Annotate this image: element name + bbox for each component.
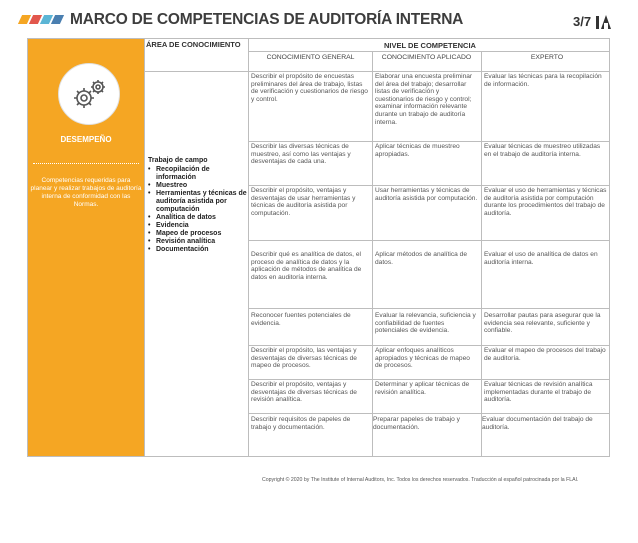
area-header: ÁREA DE CONOCIMIENTO	[146, 40, 241, 49]
table-cell-applied: Elaborar una encuesta preliminar del área del trabajo; desarrollar listas de verificación y cuestionarios de riesgo y control; examinar información relevante durante un trabajo de auditoría interna.	[375, 73, 473, 126]
table-cell-expert: Evaluar el uso de herramientas y técnicas de auditoría asistida por computación durante los procedimientos del trabajo de auditoría.	[484, 187, 607, 217]
page-title: MARCO DE COMPETENCIAS DE AUDITORÍA INTERNA	[70, 11, 464, 28]
table-cell-general: Describir el propósito, ventajas y desventajas de usar herramientas y técnicas de auditoría asistida por computación.	[251, 187, 356, 217]
divider	[248, 141, 610, 142]
divider	[481, 52, 482, 456]
column-header-expert: EXPERTO	[530, 54, 564, 61]
divider	[144, 71, 610, 72]
divider	[372, 52, 373, 456]
list-item: • Analítica de datos	[148, 214, 216, 221]
page-header	[0, 0, 638, 34]
table-cell-expert: Evaluar el mapeo de procesos del trabajo de auditoría.	[484, 347, 606, 362]
table-cell-expert: Evaluar técnicas de muestreo utilizadas en el trabajo de auditoría interna.	[484, 143, 601, 158]
list-item: • Herramientas y técnicas de auditoría asistida por computación	[148, 190, 247, 213]
list-item: • Recopilación de información	[148, 166, 210, 181]
sidebar-title: DESEMPEÑO	[60, 135, 112, 144]
table-cell-expert: Evaluar las técnicas para la recopilación de información.	[484, 73, 602, 88]
table-cell-applied: Evaluar la relevancia, suficiencia y confiabilidad de fuentes potenciales de evidencia.	[375, 312, 476, 335]
divider	[248, 345, 610, 346]
table-cell-applied: Usar herramientas y técnicas de auditoría asistida por computación.	[375, 187, 478, 202]
table-cell-general: Describir qué es analítica de datos, el proceso de analítica de datos y la aplicación de métodos de analítica de datos en auditoría interna.	[251, 251, 362, 281]
table-cell-applied: Aplicar enfoques analíticos apropiados y técnicas de mapeo de procesos.	[375, 347, 470, 370]
area-list	[148, 166, 250, 254]
table-cell-applied: Aplicar técnicas de muestreo apropiadas.	[375, 143, 460, 158]
table-cell-general: Describir las diversas técnicas de muestreo, así como las ventajas y desventajas de cada una.	[251, 143, 351, 166]
list-item: • Revisión analítica	[148, 238, 216, 245]
table-cell-expert: Evaluar técnicas de revisión analítica implementadas durante el trabajo de auditoría.	[484, 381, 593, 404]
list-item: • Muestreo	[148, 182, 188, 189]
divider	[144, 39, 145, 456]
sidebar-description: Competencias requeridas para planear y realizar trabajos de auditoría interna de conformidad con las Normas.	[30, 177, 142, 208]
table-cell-applied: Preparar papeles de trabajo y documentación.	[373, 416, 460, 431]
divider	[248, 185, 610, 186]
sidebar-performance	[28, 39, 144, 456]
divider	[248, 51, 610, 52]
list-item: • Documentación	[148, 246, 209, 253]
stripe-4	[51, 15, 64, 24]
divider	[248, 379, 610, 380]
sidebar-divider	[33, 163, 139, 164]
table-cell-applied: Determinar y aplicar técnicas de revisión analítica.	[375, 381, 470, 396]
table-cell-expert: Evaluar el uso de analítica de datos en auditoría interna.	[484, 251, 598, 266]
table-cell-expert: Desarrollar pautas para asegurar que la evidencia sea relevante, suficiente y confiable.	[484, 312, 601, 335]
list-item: • Mapeo de procesos	[148, 230, 222, 237]
competency-table	[27, 38, 610, 457]
column-header-general: CONOCIMIENTO GENERAL	[266, 54, 355, 61]
divider	[248, 308, 610, 309]
list-item: • Evidencia	[148, 222, 189, 229]
divider	[248, 240, 610, 241]
gears-icon	[67, 72, 113, 118]
table-cell-general: Describir el propósito, ventajas y desventajas de diversas técnicas de revisión analítica.	[251, 381, 357, 404]
table-cell-expert: Evaluar documentación del trabajo de auditoría.	[482, 416, 593, 431]
area-of-knowledge	[148, 157, 250, 254]
area-label: Trabajo de campo	[148, 157, 208, 164]
iia-logo-icon	[595, 12, 613, 30]
level-header: NIVEL DE COMPETENCIA	[384, 41, 476, 50]
table-cell-general: Describir requisitos de papeles de trabajo y documentación.	[251, 416, 351, 431]
table-cell-general: Describir el propósito, las ventajas y desventajas de diversas técnicas de mapeo de procesos.	[251, 347, 357, 370]
divider	[248, 413, 610, 414]
table-cell-applied: Aplicar métodos de analítica de datos.	[375, 251, 468, 266]
column-header-applied: CONOCIMIENTO APLICADO	[381, 54, 472, 61]
gear-circle	[58, 63, 120, 125]
page-number: 3/7	[573, 14, 592, 29]
table-cell-general: Reconocer fuentes potenciales de evidencia.	[251, 312, 351, 327]
copyright-footer: Copyright © 2020 by The Institute of Internal Auditors, Inc. Todos los derechos reservados. Traducción al español patrocinada por la FLAI.	[262, 477, 579, 483]
table-cell-general: Describir el propósito de encuestas preliminares del área de trabajo, listas de verificación y cuestionarios de riesgo y control.	[251, 73, 368, 103]
